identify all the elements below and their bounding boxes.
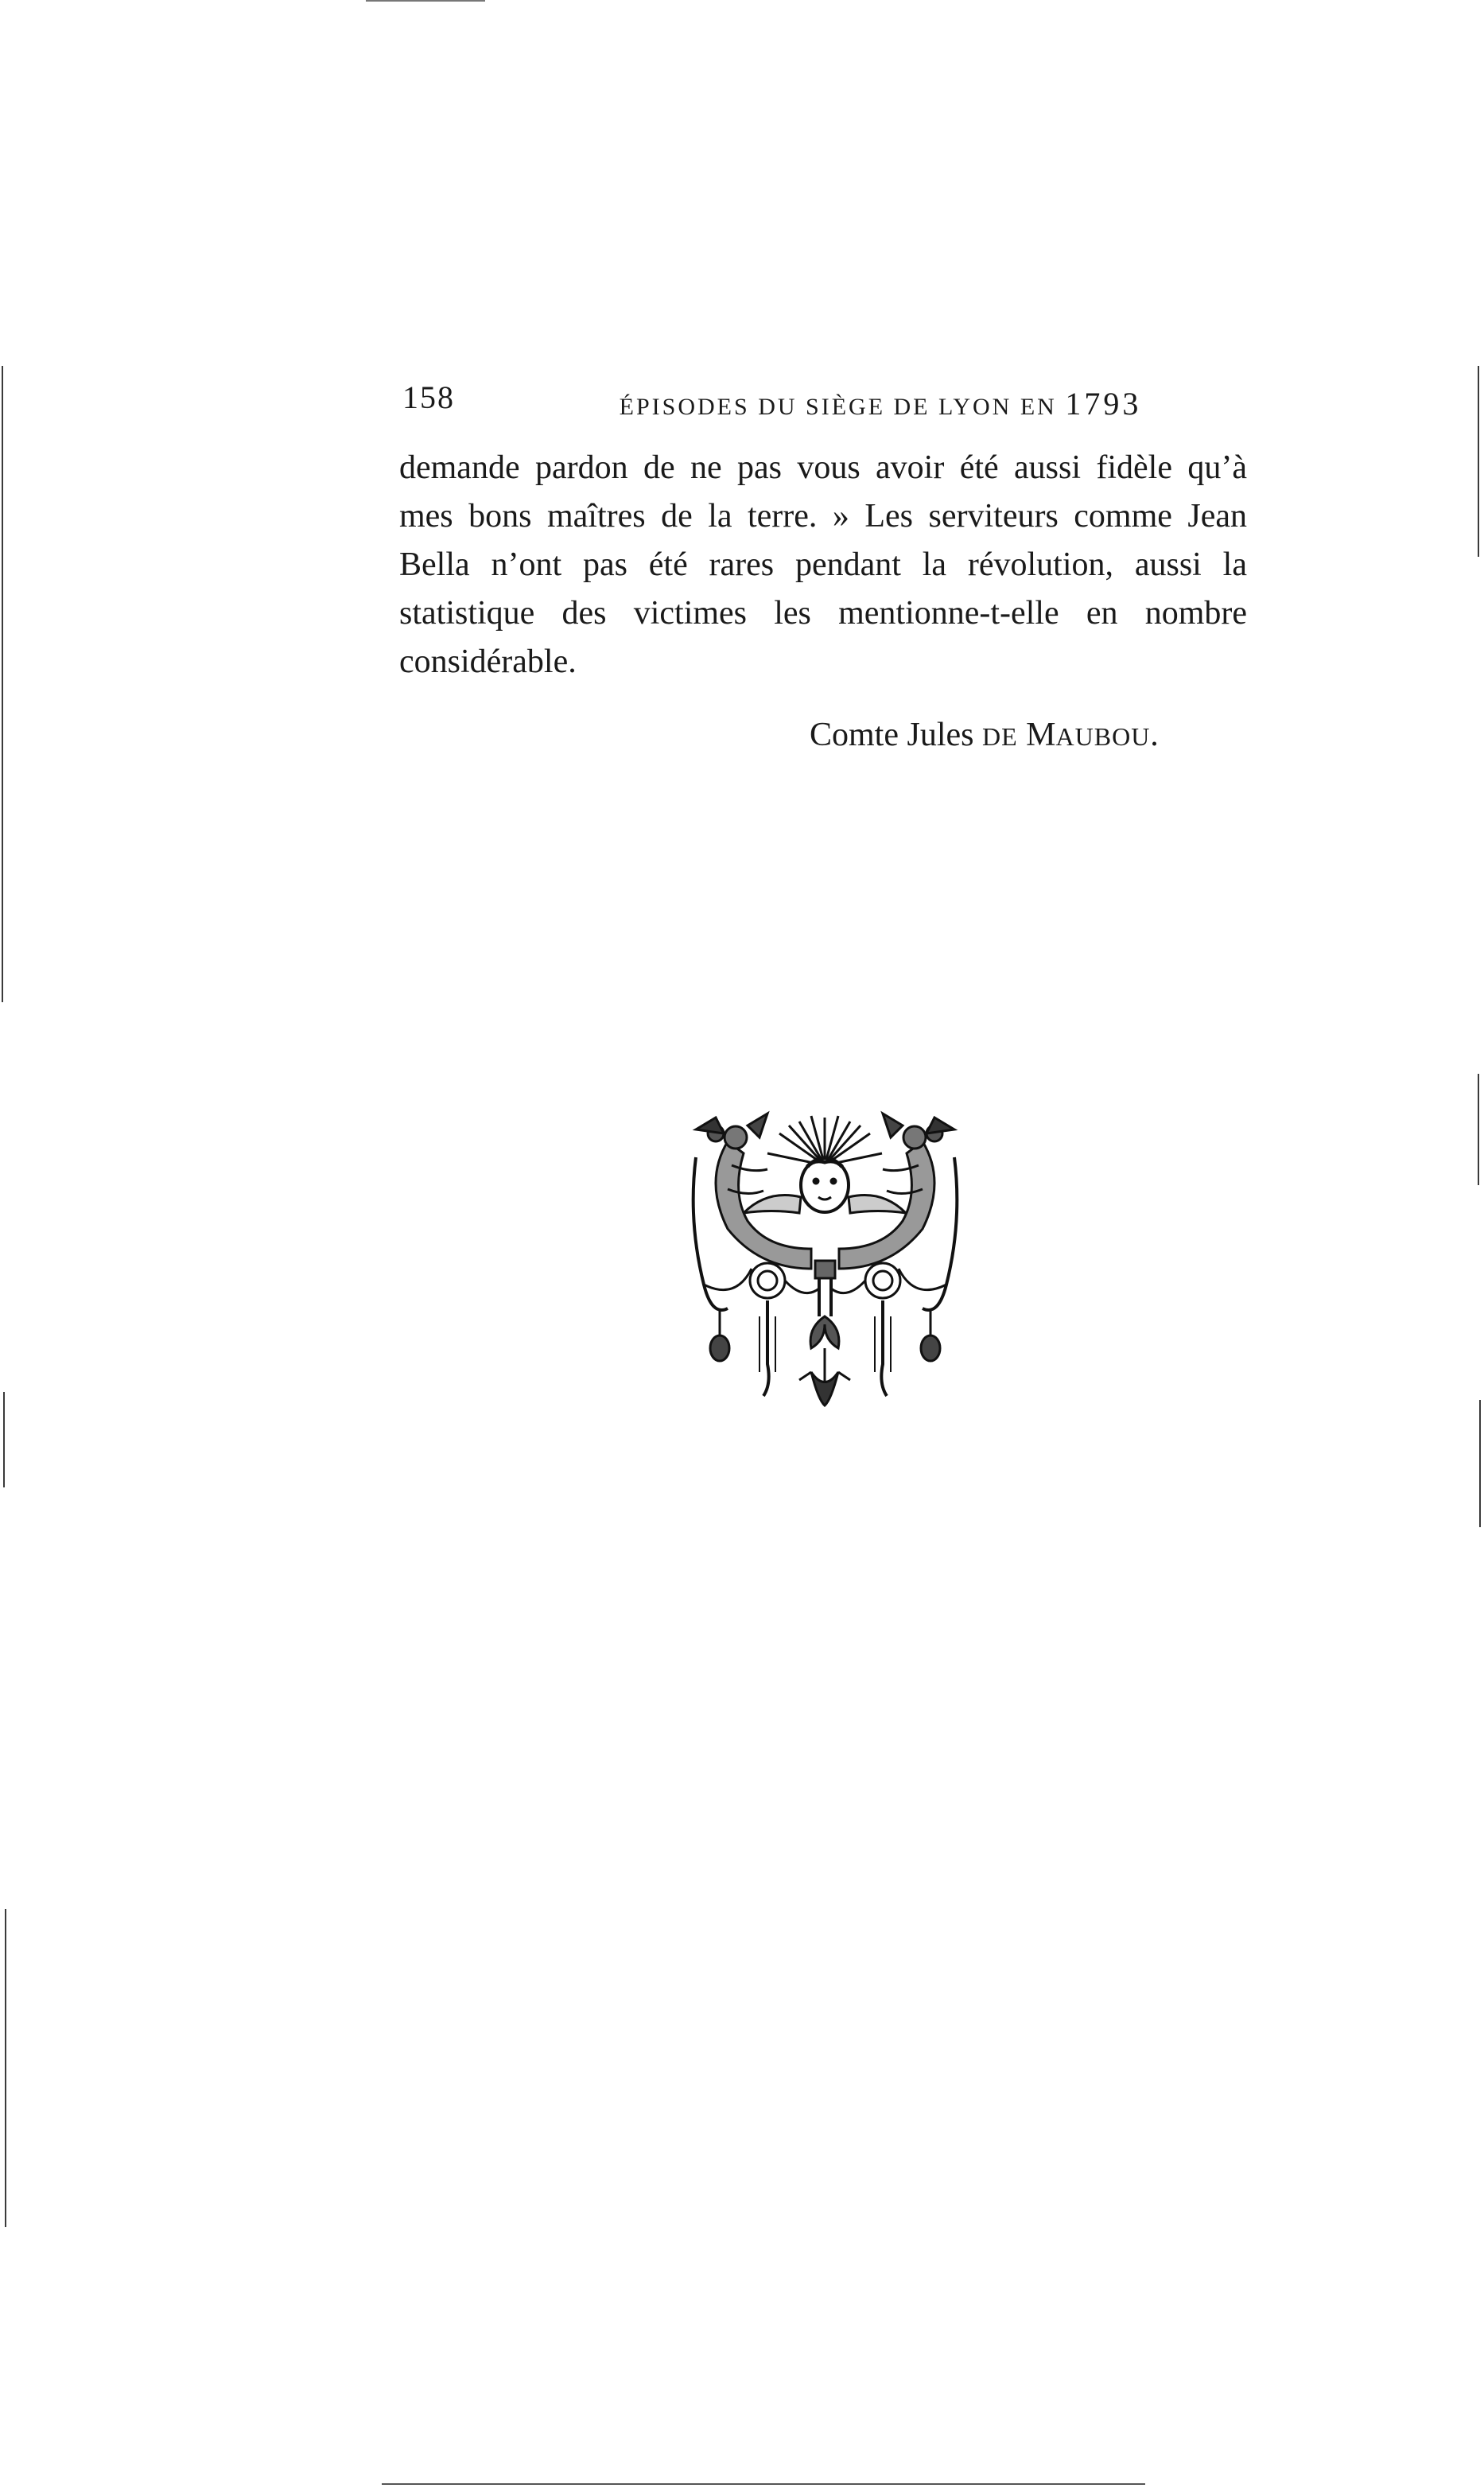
cherub-cornucopia-vignette-icon <box>680 1110 970 1408</box>
signature-surname-rest: AUBOU <box>1055 722 1151 751</box>
scan-edge-right-2 <box>1478 1074 1479 1185</box>
body-line: demande pardon de ne pas vous avoir été aussi fidèle qu’à <box>399 449 1247 486</box>
body-line: Bella n’ont pas été rares pendant la révolution, aussi la <box>399 546 1247 583</box>
scan-edge-left-3 <box>5 1909 6 2227</box>
scan-edge-top <box>366 0 485 2</box>
page-number: 158 <box>402 379 455 415</box>
body-line: considérable. <box>399 643 577 680</box>
page-header <box>402 379 1247 426</box>
running-title <box>402 385 1247 422</box>
signature-surname-initial: M <box>1026 717 1056 753</box>
running-title-text: ÉPISODES DU SIÈGE DE LYON EN <box>619 394 1057 420</box>
signature-particle: DE <box>982 722 1018 751</box>
scan-edge-bottom <box>382 2483 1145 2485</box>
body-line: mes bons maîtres de la terre. » Les serviteurs comme Jean <box>399 498 1247 535</box>
running-title-year: 1793 <box>1065 386 1142 422</box>
body-line: statistique des victimes les mentionne-t-elle en nombre <box>399 595 1247 632</box>
body-paragraph <box>399 444 1247 686</box>
signature-suffix: . <box>1150 717 1159 753</box>
scan-edge-left-1 <box>2 366 3 1002</box>
scan-edge-right-3 <box>1479 1400 1481 1527</box>
scan-edge-left-2 <box>3 1392 5 1487</box>
scan-edge-right-1 <box>1478 366 1479 557</box>
signature-prefix: Comte Jules <box>810 717 974 753</box>
signature <box>810 716 1159 754</box>
